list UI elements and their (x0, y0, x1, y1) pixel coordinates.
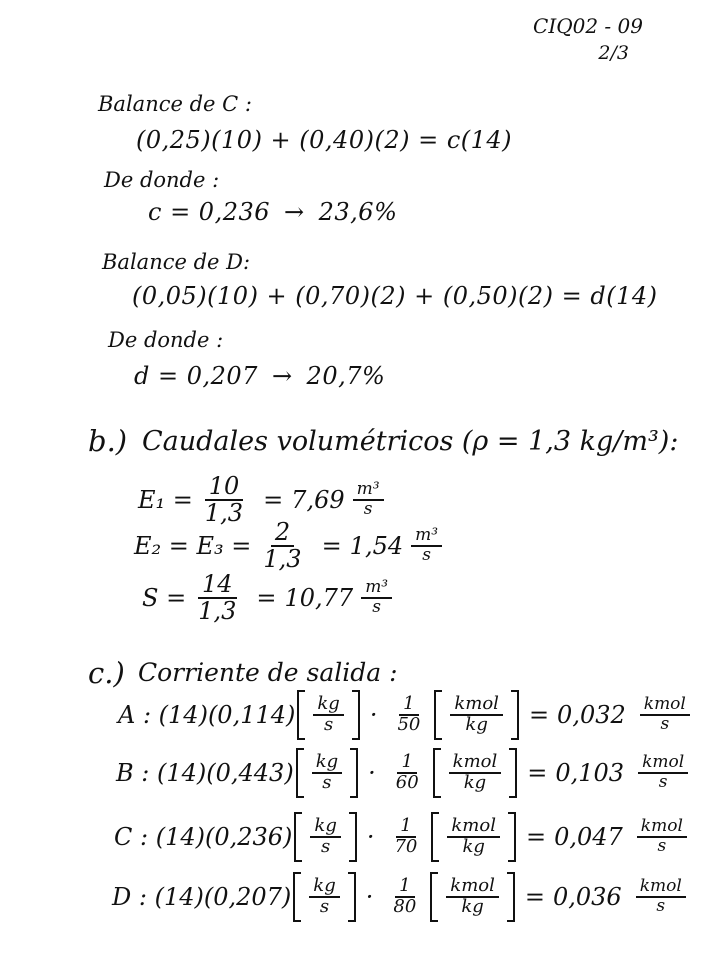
molar-unit (638, 754, 688, 792)
arrow-icon: → (284, 198, 305, 226)
frac-num: 1 (397, 753, 416, 774)
frac-den: 1,3 (204, 499, 244, 528)
dot-operator: · (365, 883, 374, 911)
equals-sign: = (525, 823, 547, 851)
molar-fraction (390, 817, 421, 857)
molar-row-c (114, 812, 695, 862)
balance-d-equation: (0,05)(10) + (0,70)(2) + (0,50)(2) = d(14) (132, 282, 658, 310)
frac-den: 60 (395, 772, 419, 793)
frac-den: 50 (397, 714, 421, 735)
page-number: 2/3 (598, 42, 629, 64)
bracket-kmol-kg (430, 872, 515, 922)
unit-den: kg (465, 714, 488, 735)
unit-den: s (660, 714, 670, 734)
flow-unit (353, 481, 384, 519)
frac-den: 80 (393, 896, 417, 917)
frac-num: 1 (399, 695, 418, 716)
flow-value: 7,69 (291, 486, 345, 515)
unit-den: kg (462, 836, 485, 857)
flow-fraction (194, 572, 240, 624)
unit-den: kg (463, 772, 487, 793)
balance-c-result-line (148, 198, 397, 226)
frac-den: 1,3 (198, 597, 237, 626)
unit-den: s (323, 714, 334, 735)
molar-unit (640, 696, 690, 734)
molar-fraction (393, 695, 424, 735)
unit-den: s (322, 772, 332, 793)
section-c-label: c.) (88, 656, 125, 690)
frac-den: 1,3 (263, 545, 302, 574)
balance-d-result: d = 0,207 (134, 362, 258, 390)
molar-fraction (392, 753, 423, 793)
unit-num: m³ (361, 579, 392, 599)
dot-operator: · (368, 759, 376, 787)
arrow-icon: → (271, 362, 293, 390)
unit-den: s (321, 836, 331, 857)
frac-num: 1 (396, 817, 415, 838)
unit-den: s (319, 896, 330, 917)
flow-lhs: S = (142, 584, 187, 613)
unit-num: kmol (638, 754, 688, 774)
equals-sign: = (527, 759, 548, 787)
bracket-kmol-kg (431, 812, 516, 862)
unit-num: kmol (637, 818, 687, 838)
bracket-kmol-kg (434, 690, 519, 740)
unit-num: kmol (640, 696, 690, 716)
dot-operator: · (366, 823, 375, 851)
flow-value: 1,54 (349, 532, 404, 561)
equals-sign: = (256, 584, 277, 613)
flow-row-e1 (138, 474, 392, 526)
molar-unit (637, 818, 687, 856)
bracket-kg-s (293, 872, 355, 922)
flow-fraction (201, 474, 247, 526)
balance-d-percent: 20,7% (306, 362, 386, 390)
bracket-kg-s (296, 748, 358, 798)
flow-unit (411, 527, 442, 565)
molar-fraction (389, 877, 420, 917)
balance-d-result-line (134, 362, 385, 390)
unit-num: kmol (450, 695, 503, 716)
unit-den: s (657, 836, 667, 856)
molar-value: 0,047 (554, 823, 623, 851)
unit-num: kmol (636, 878, 686, 898)
unit-den: s (422, 545, 431, 566)
molar-row-b (116, 748, 696, 798)
flow-lhs: E₂ = E₃ = (134, 532, 252, 561)
balance-c-title: Balance de C : (98, 92, 252, 116)
frac-num: 2 (271, 520, 294, 547)
dot-operator: · (369, 701, 378, 729)
balance-d-title: Balance de D: (102, 250, 251, 274)
equals-sign: = (321, 532, 342, 561)
molar-lhs: C : (14)(0,236) (114, 823, 293, 851)
unit-num: m³ (353, 481, 384, 501)
equals-sign: = (263, 486, 284, 515)
balance-c-percent: 23,6% (318, 198, 398, 226)
unit-den: kg (461, 896, 484, 917)
molar-row-d (112, 872, 694, 922)
section-b-title: Caudales volumétricos (ρ = 1,3 kg/m³): (142, 426, 679, 457)
flow-row-s (142, 572, 400, 624)
unit-num: kmol (449, 753, 502, 774)
unit-num: kg (310, 817, 340, 838)
section-c-title: Corriente de salida : (138, 658, 398, 687)
equals-sign: = (528, 701, 550, 729)
molar-value: 0,036 (552, 883, 622, 911)
frac-num: 14 (198, 572, 237, 599)
balance-c-equation: (0,25)(10) + (0,40)(2) = c(14) (136, 126, 513, 154)
flow-unit (361, 579, 392, 617)
molar-lhs: B : (14)(0,443) (116, 759, 294, 787)
unit-num: kg (309, 877, 339, 898)
bracket-kmol-kg (433, 748, 518, 798)
unit-den: s (658, 772, 668, 792)
balance-d-de-donde: De donde : (108, 328, 224, 352)
unit-num: m³ (411, 527, 442, 547)
unit-den: s (363, 499, 373, 520)
balance-c-result: c = 0,236 (148, 198, 271, 226)
molar-row-a (118, 690, 698, 740)
section-b-label: b.) (88, 424, 128, 458)
bracket-kg-s (294, 812, 356, 862)
flow-row-e2-e3 (134, 520, 450, 572)
frac-num: 10 (205, 474, 244, 501)
unit-num: kg (312, 753, 342, 774)
flow-lhs: E₁ = (138, 486, 193, 515)
frac-num: 1 (395, 877, 414, 898)
molar-lhs: D : (14)(0,207) (112, 883, 292, 911)
unit-num: kmol (447, 817, 500, 838)
molar-unit (636, 878, 686, 916)
unit-num: kmol (446, 877, 499, 898)
unit-den: s (656, 896, 666, 916)
molar-value: 0,103 (555, 759, 625, 787)
frac-den: 70 (394, 836, 418, 857)
document-code: CIQ02 - 09 (533, 14, 643, 38)
flow-value: 10,77 (284, 584, 354, 613)
molar-value: 0,032 (557, 701, 626, 729)
balance-c-de-donde: De donde : (104, 168, 220, 192)
flow-fraction (259, 520, 305, 572)
unit-num: kg (313, 695, 343, 716)
equals-sign: = (524, 883, 545, 911)
molar-lhs: A : (14)(0,114) (118, 701, 296, 729)
unit-den: s (372, 597, 382, 618)
bracket-kg-s (297, 690, 359, 740)
